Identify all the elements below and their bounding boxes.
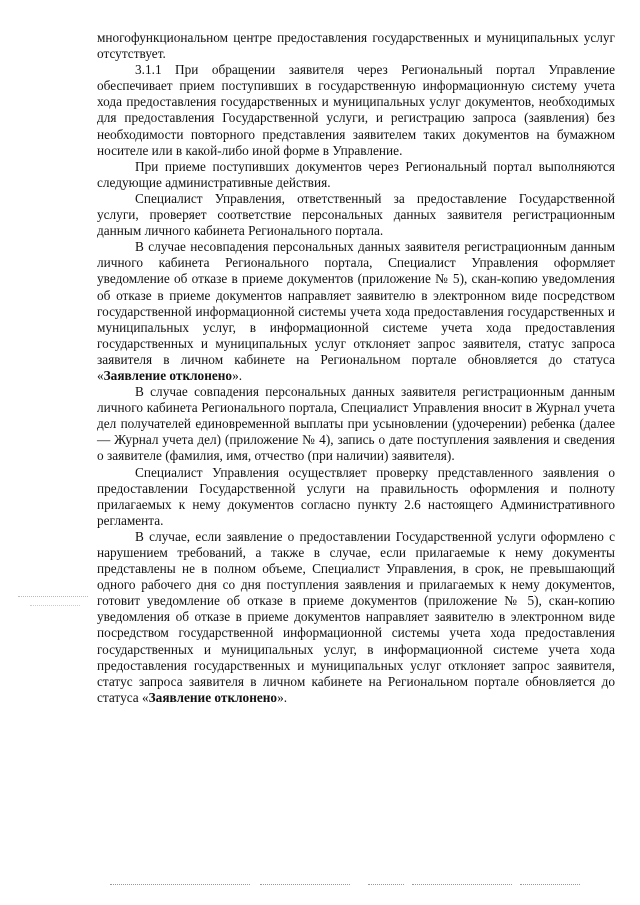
paragraph <box>97 62 615 159</box>
scan-bottom-rule <box>412 884 512 885</box>
scan-bottom-rule <box>260 884 350 885</box>
paragraph <box>97 239 615 384</box>
scan-bottom-rule <box>110 884 250 885</box>
paragraph <box>97 30 615 62</box>
paragraph <box>97 159 615 191</box>
scan-bottom-rule <box>368 884 404 885</box>
paragraph <box>97 465 615 529</box>
scan-bottom-rule <box>520 884 580 885</box>
scan-margin-mark <box>30 605 80 607</box>
paragraph-text: ». <box>232 367 243 383</box>
paragraph-text: Специалист Управления осуществляет проверку представленного заявления о предоставлении Государственной услуги на правильность оформления и полноту прилагаемых к нему документов согласно пункту 2.6 настоящего Административного регламента. <box>97 464 615 528</box>
paragraph <box>97 529 615 706</box>
paragraph-text: В случае, если заявление о предоставлении Государственной услуги оформлено с нарушением требований, а также в случае, если прилагаемые к нему документы представлены не в полном объеме, Специалист Управления, в срок, не превышающий одного рабочего дня со дня поступления заявления и прилагаемых к нему документов, готовит уведомление об отказе в приеме документов (приложение № 5), скан-копию уведомления об отказе в приеме документов направляет заявителю в электронном виде посредством государственной информационной системы учета хода предоставления государственных и муниципальных услуг, в информационной системе учета хода предоставления государственных и муниципальных услуг отклоняет запрос заявителя, статус запроса заявителя в личном кабинете на Региональном портале обновляется до статуса « <box>97 528 615 705</box>
paragraph-text: При приеме поступивших документов через Региональный портал выполняются следующие административные действия. <box>97 158 615 190</box>
scan-margin-mark <box>18 596 88 598</box>
paragraph <box>97 191 615 239</box>
paragraph <box>97 384 615 464</box>
paragraph-text: ». <box>277 689 288 705</box>
paragraph-text: В случае несовпадения персональных данных заявителя регистрационным данным личного кабинета Регионального портала, Специалист Управления оформляет уведомление об отказе в приеме документов (приложение № 5), скан-копию уведомления об отказе в приеме документов направляет заявителю в электронном виде посредством государственной информационной системы учета хода предоставления государственных и муниципальных услуг, в информационной системе учета хода предоставления государственных и муниципальных услуг отклоняет запрос заявителя, статус запроса заявителя в личном кабинете на Региональном портале обновляется до статуса « <box>97 239 615 383</box>
status-rejected-text: Заявление отклонено <box>103 367 233 383</box>
paragraph-text: многофункциональном центре предоставления государственных и муниципальных услуг отсутствует. <box>97 30 615 62</box>
paragraph-text: Специалист Управления, ответственный за предоставление Государственной услуги, проверяет соответствие персональных данных заявителя регистрационным данным личного кабинета Регионального портала. <box>97 190 615 239</box>
paragraph-text: В случае совпадения персональных данных заявителя регистрационным данным личного кабинета Регионального портала, Специалист Управления вносит в Журнал учета дел получателей единовременной выплаты при усыновлении (удочерении) ребенка (далее — Журнал учета дел) (приложение № 4), запись о дате поступления заявления и сведения о заявителе (фамилия, имя, отчество (при наличии) заявителя). <box>97 384 615 464</box>
document-page <box>97 30 615 706</box>
paragraph-text: 3.1.1 При обращении заявителя через Региональный портал Управление обеспечивает прием поступивших в государственную информационную систему учета хода предоставления государственных и муниципальных услуг документов, необходимых для предоставления Государственной услуги, и регистрацию запроса (заявления) без необходимости повторного представления заявителем таких документов на бумажном носителе или в какой-либо иной форме в Управление. <box>97 62 615 158</box>
status-rejected-text: Заявление отклонено <box>148 689 278 705</box>
